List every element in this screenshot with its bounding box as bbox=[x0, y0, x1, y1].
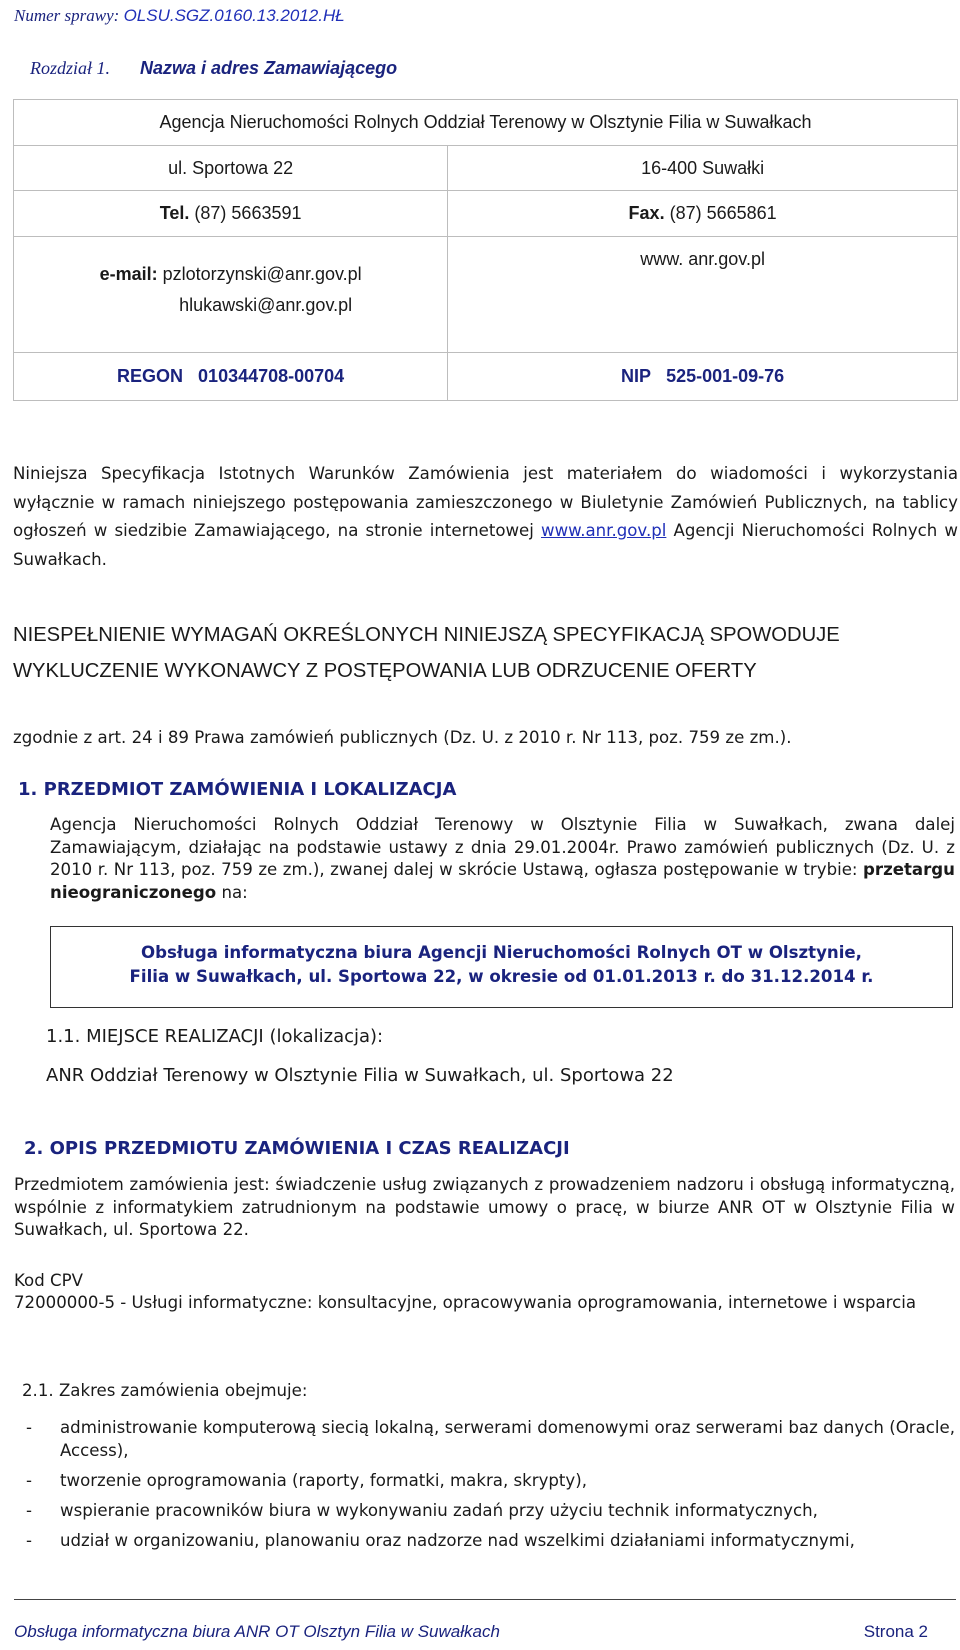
scope-list bbox=[26, 1416, 955, 1559]
agency-name-cell: Agencja Nieruchomości Rolnych Oddział Terenowy w Olsztynie Filia w Suwałkach bbox=[14, 100, 958, 146]
section-2-body: Przedmiotem zamówienia jest: świadczenie usług związanych z prowadzeniem nadzoru i obsługą informatyczną, wspólnie z informatykiem zatrudnionym na podstawie umowy o pracę, w biurze ANR OT w Olsztynie Filia w Suwałkach, ul. Sportowa 22. bbox=[14, 1175, 955, 1239]
nip-cell: NIP 525-001-09-76 bbox=[448, 353, 958, 401]
intro-paragraph: Niniejsza Specyfikacja Istotnych Warunków Zamówienia jest materiałem do wiadomości i wykorzystania wyłącznie w ramach niniejszego postępowania zamieszczonego w Biuletynie Zamówień Publicznych, na tablicy ogłoszeń w siedzibie Zamawiającego, na stronie internetowej www.anr.gov.pl Agencji Nieruchomości Rolnych w Suwałkach. bbox=[13, 464, 958, 569]
www-cell bbox=[448, 237, 958, 353]
scope-heading: 2.1. Zakres zamówienia obejmuje: bbox=[22, 1381, 308, 1400]
case-number-label: Numer sprawy: bbox=[14, 6, 124, 25]
street-cell: ul. Sportowa 22 bbox=[14, 146, 448, 191]
email-link-1[interactable]: pzlotorzynski@anr.gov.pl bbox=[162, 264, 362, 284]
order-subject-box: Obsługa informatyczna biura Agencji Nieruchomości Rolnych OT w Olsztynie, Filia w Suwałkach, ul. Sportowa 22, w okresie od 01.01.2013 r. do 31.12.2014 r. bbox=[50, 926, 953, 1008]
list-item: - wspieranie pracowników biura w wykonywaniu zadań przy użyciu technik informatycznych, bbox=[26, 1501, 818, 1520]
contact-table bbox=[13, 99, 958, 401]
location-text: ANR Oddział Terenowy w Olsztynie Filia w Suwałkach, ul. Sportowa 22 bbox=[46, 1065, 674, 1086]
section-1-body: Agencja Nieruchomości Rolnych Oddział Terenowy w Olsztynie Filia w Suwałkach, zwana dalej Zamawiającym, działając na podstawie ustawy z dnia 29.01.2004r. Prawo zamówień publicznych (Dz. U. z 2010 r. Nr 113, poz. 759 ze zm.), zwanej dalej w skrócie Ustawą, ogłasza postępowanie w trybie: przetargu nieograniczonego na: bbox=[50, 815, 955, 902]
email-cell: e-mail: pzlotorzynski@anr.gov.pl hlukawski@anr.gov.pl bbox=[14, 237, 448, 353]
section-2-heading: 2. OPIS PRZEDMIOTU ZAMÓWIENIA I CZAS REALIZACJI bbox=[24, 1138, 570, 1159]
chapter-number: Rozdział 1. bbox=[30, 58, 111, 78]
legal-basis: zgodnie z art. 24 i 89 Prawa zamówień publicznych (Dz. U. z 2010 r. Nr 113, poz. 759 ze zm.). bbox=[13, 728, 792, 747]
cpv-value: 72000000-5 - Usługi informatyczne: konsultacyjne, opracowywania oprogramowania, internetowe i wsparcia bbox=[14, 1293, 917, 1312]
phone-cell: Tel. (87) 5663591 bbox=[14, 191, 448, 237]
regon-cell: REGON 010344708-00704 bbox=[14, 353, 448, 401]
list-item: - udział w organizowaniu, planowaniu oraz nadzorze nad wszelkimi działaniami informatycznymi, bbox=[26, 1531, 855, 1550]
email-link-2[interactable]: hlukawski@anr.gov.pl bbox=[179, 295, 353, 315]
list-item: - tworzenie oprogramowania (raporty, formatki, makra, skrypty), bbox=[26, 1471, 587, 1490]
page-number: Strona 2 bbox=[863, 1622, 928, 1641]
intro-link[interactable]: www.anr.gov.pl bbox=[541, 521, 667, 540]
section-1-1-heading: 1.1. MIEJSCE REALIZACJI (lokalizacja): bbox=[46, 1026, 384, 1047]
www-link[interactable]: www. anr.gov.pl bbox=[640, 249, 765, 269]
city-cell: 16-400 Suwałki bbox=[448, 146, 958, 191]
footer-divider bbox=[14, 1599, 956, 1600]
list-item: - administrowanie komputerową siecią lokalną, serwerami domenowymi oraz serwerami baz danych (Oracle, Access), bbox=[26, 1418, 955, 1460]
warning-line-1: NIESPEŁNIENIE WYMAGAŃ OKREŚLONYCH NINIEJSZĄ SPECYFIKACJĄ SPOWODUJE bbox=[13, 624, 840, 646]
cpv-label: Kod CPV bbox=[14, 1271, 83, 1290]
warning-block bbox=[13, 617, 958, 689]
chapter-title: Nazwa i adres Zamawiającego bbox=[140, 58, 398, 78]
case-number-value: OLSU.SGZ.0160.13.2012.HŁ bbox=[123, 6, 345, 25]
chapter-heading bbox=[30, 58, 397, 79]
section-1-heading: 1. PRZEDMIOT ZAMÓWIENIA I LOKALIZACJA bbox=[18, 779, 457, 800]
case-number bbox=[14, 6, 345, 26]
fax-cell: Fax. (87) 5665861 bbox=[448, 191, 958, 237]
warning-line-2: WYKLUCZENIE WYKONAWCY Z POSTĘPOWANIA LUB ODRZUCENIE OFERTY bbox=[13, 660, 757, 682]
footer-title: Obsługa informatyczna biura ANR OT Olsztyn Filia w Suwałkach bbox=[14, 1622, 500, 1641]
